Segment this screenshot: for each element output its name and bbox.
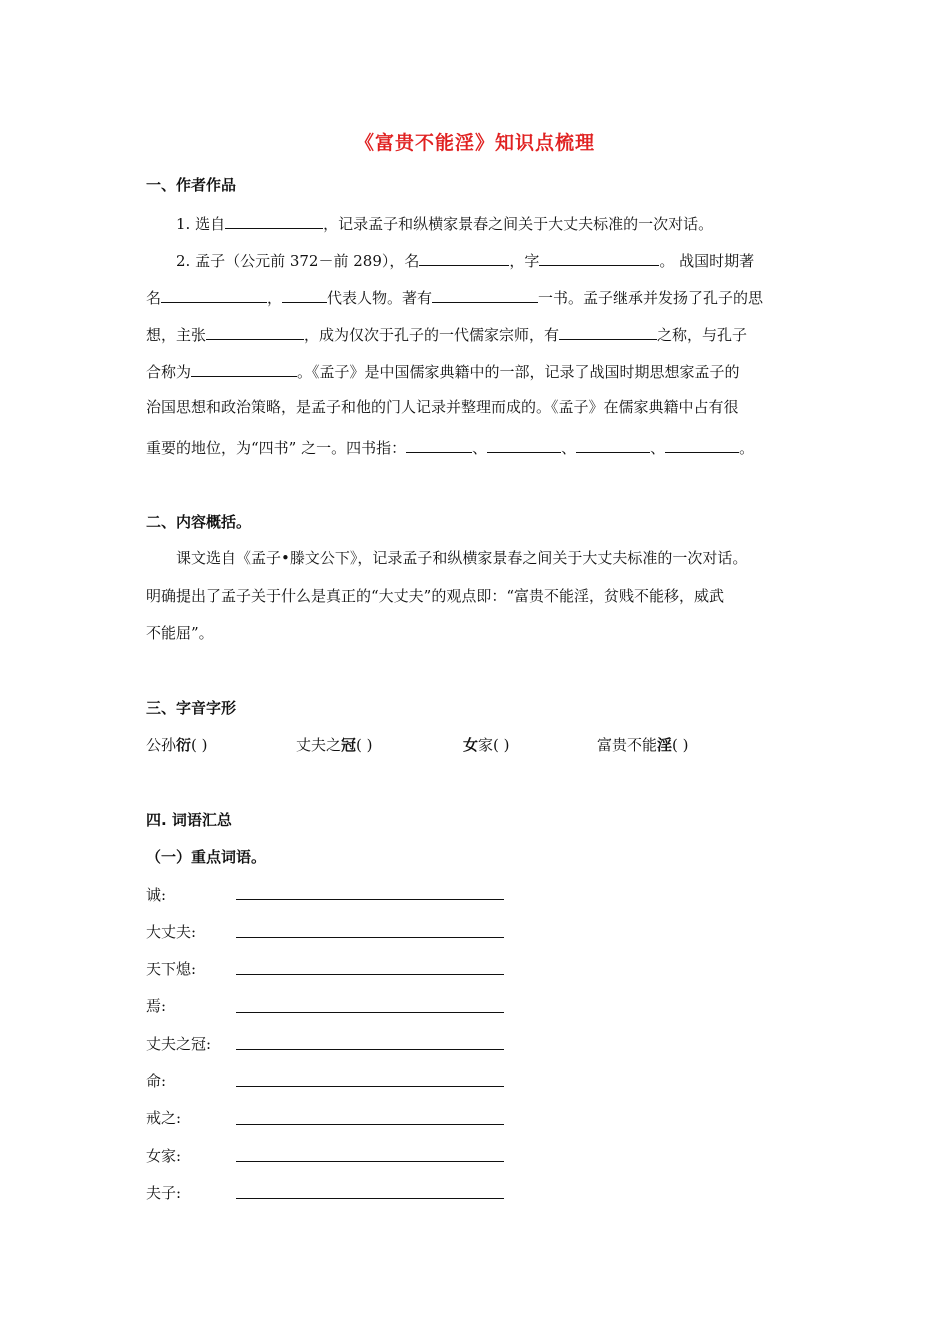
pronunciation-item: 女家( ) <box>463 736 510 754</box>
blank-book[interactable] <box>432 286 538 303</box>
item-1-prefix: 1. 选自 <box>176 215 226 233</box>
blank-four-books-4[interactable] <box>665 436 739 453</box>
pronunciation-item: 公孙衍( ) <box>146 736 208 754</box>
term-label: 天下熄: <box>146 960 197 978</box>
item-2-line-5: 治国思想和政治策略，是孟子和他的门人记录并整理而成的。《孟子》在儒家典籍中占有很 <box>146 398 739 416</box>
item-1 <box>176 212 713 234</box>
blank-four-books-3[interactable] <box>576 436 650 453</box>
blank-school[interactable] <box>282 286 327 303</box>
answer-line[interactable] <box>236 1086 504 1087</box>
summary-line-3: 不能屈”。 <box>146 624 214 642</box>
section-heading-author: 一、作者作品 <box>146 176 237 194</box>
item-2-line-4: 合称为 。《孟子》是中国儒家典籍中的一部，记录了战国时期思想家孟子的 <box>146 360 740 382</box>
blank-four-books-2[interactable] <box>487 436 561 453</box>
answer-line[interactable] <box>236 1012 504 1013</box>
term-label: 大丈夫: <box>146 923 197 941</box>
item-1-suffix: ，记录孟子和纵横家景春之间关于大丈夫标准的一次对话。 <box>323 215 714 233</box>
blank-famous-as[interactable] <box>161 286 267 303</box>
blank-four-books-1[interactable] <box>406 436 472 453</box>
term-label: 焉: <box>146 997 167 1015</box>
term-label: 戒之: <box>146 1109 182 1127</box>
answer-line[interactable] <box>236 1124 504 1125</box>
term-label: 丈夫之冠: <box>146 1035 212 1053</box>
answer-line[interactable] <box>236 1161 504 1162</box>
blank-given-name[interactable] <box>419 249 509 266</box>
pronunciation-item: 富贵不能淫( ) <box>597 736 689 754</box>
term-label: 夫子: <box>146 1184 182 1202</box>
answer-line[interactable] <box>236 937 504 938</box>
blank-title[interactable] <box>559 323 657 340</box>
item-2-line-6: 重要的地位，为“四书” 之一。四书指： 、 、 、 。 <box>146 436 754 458</box>
blank-courtesy-name[interactable] <box>539 249 659 266</box>
term-label: 命: <box>146 1072 167 1090</box>
blank-source-book[interactable] <box>225 212 323 229</box>
summary-line-2: 明确提出了孟子关于什么是真正的“大丈夫”的观点即：“富贵不能淫，贫贱不能移，威武 <box>146 587 725 605</box>
answer-line[interactable] <box>236 1198 504 1199</box>
term-label: 诚: <box>146 886 167 904</box>
subsection-heading-key-words: （一）重点词语。 <box>146 848 267 866</box>
summary-line-1: 课文选自《孟子•滕文公下》，记录孟子和纵横家景春之间关于大丈夫标准的一次对话。 <box>176 549 748 567</box>
item-2-line-3: 想，主张 ，成为仅次于孔子的一代儒家宗师，有 之称，与孔子 <box>146 323 747 345</box>
section-heading-pronunciation: 三、字音字形 <box>146 699 237 717</box>
pronunciation-item: 丈夫之冠( ) <box>296 736 373 754</box>
item-2-line-1: 2. 孟子（公元前 372－前 289），名 ，字 。 战国时期著 <box>176 249 754 271</box>
page-title: 《富贵不能淫》知识点梳理 <box>354 132 595 154</box>
term-label: 女家: <box>146 1147 182 1165</box>
blank-advocate[interactable] <box>206 323 304 340</box>
section-heading-vocabulary: 四. 词语汇总 <box>146 811 232 829</box>
item-2-line-2: 名 ， 代表人物。著有 一书。孟子继承并发扬了孔子的思 <box>146 286 763 308</box>
blank-joint-name[interactable] <box>191 360 297 377</box>
answer-line[interactable] <box>236 899 504 900</box>
answer-line[interactable] <box>236 974 504 975</box>
section-heading-summary: 二、内容概括。 <box>146 513 252 531</box>
answer-line[interactable] <box>236 1049 504 1050</box>
